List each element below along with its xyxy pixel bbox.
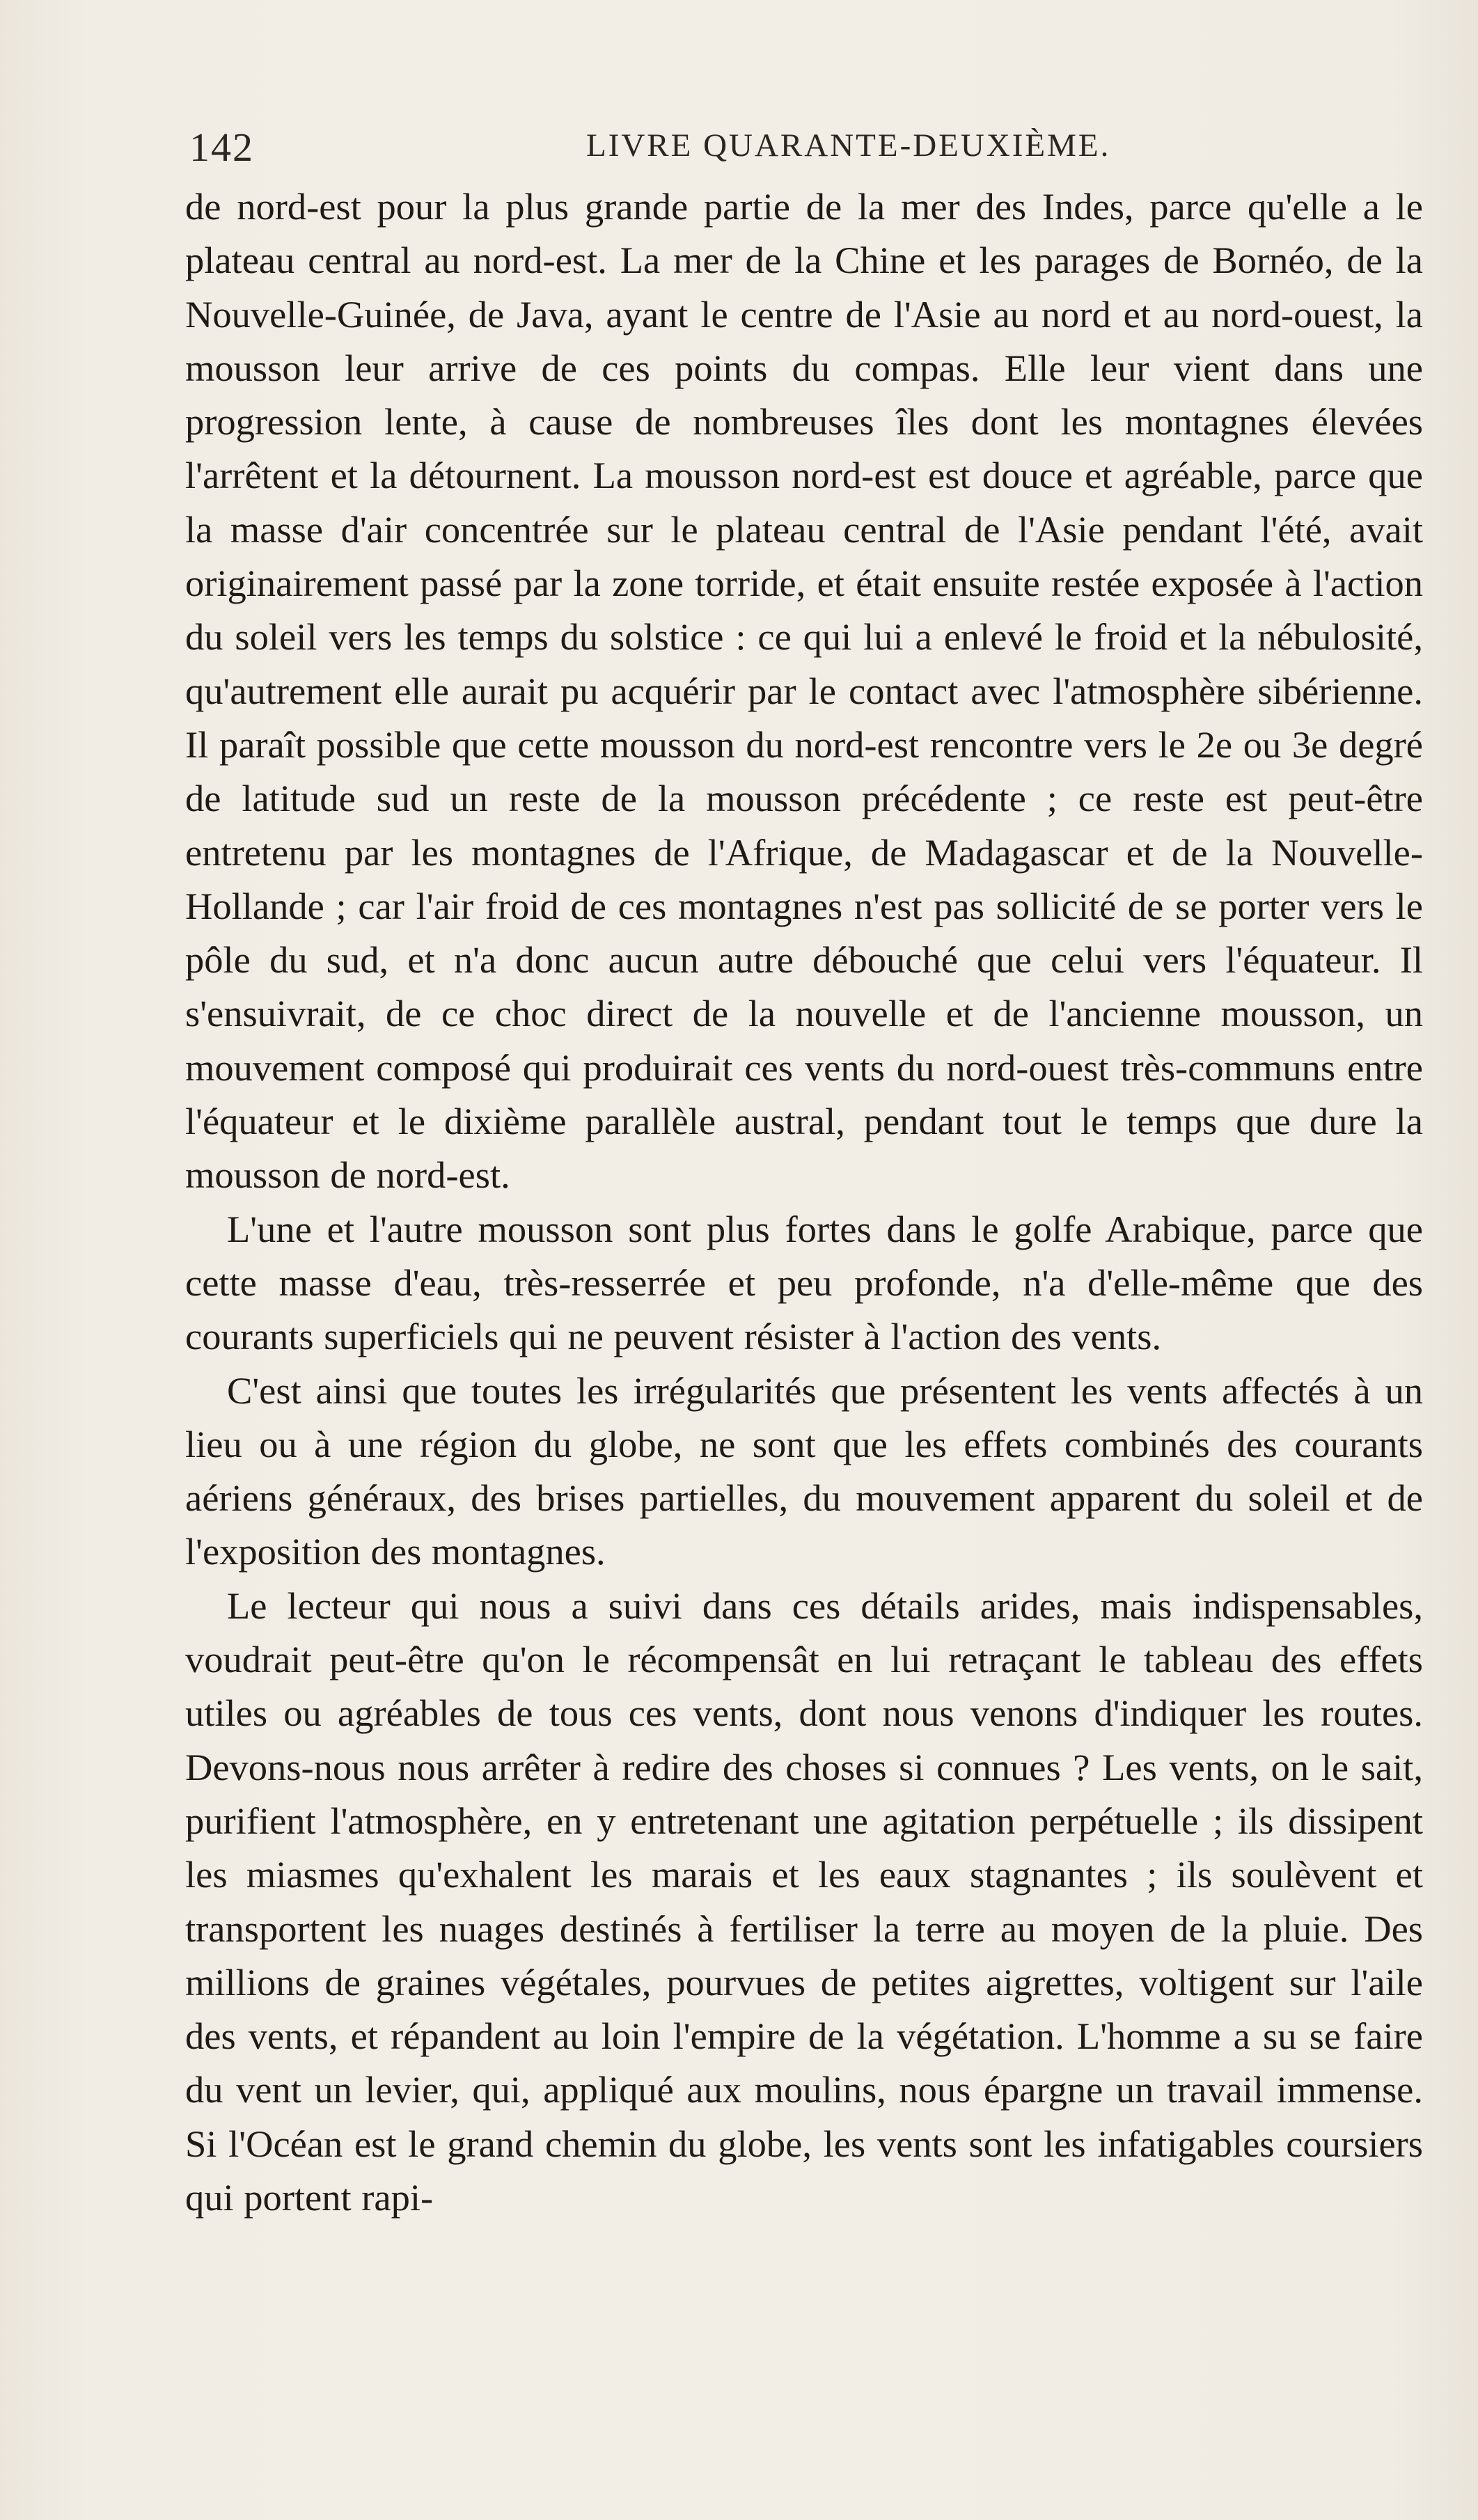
running-title: LIVRE QUARANTE-DEUXIÈME.	[586, 127, 1111, 164]
page-number: 142	[189, 125, 254, 170]
paragraph: L'une et l'autre mousson sont plus fortes dans le golfe Arabique, parce que cette masse d'eau, très-resserrée et peu profonde, n'a d'elle-même que des courants superficiels qui ne peuvent résister à l'action des vents.	[185, 1207, 1423, 1358]
body-text	[185, 180, 1423, 2224]
paragraph: C'est ainsi que toutes les irrégularités que présentent les vents affectés à un lieu ou à une région du globe, ne sont que les effets combinés des courants aériens généraux, des brises partielles, du mouvement apparent du soleil et de l'exposition des montagnes.	[185, 1369, 1423, 1573]
paragraph-continuation: de nord-est pour la plus grande partie de la mer des Indes, parce qu'elle a le plateau central au nord-est. La mer de la Chine et les parages de Bornéo, de la Nouvelle-Guinée, de Java, ayant le centre de l'Asie au nord et au nord-ouest, la mousson leur arrive de ces points du compas. Elle leur vient dans une progression lente, à cause de nombreuses îles dont les montagnes élevées l'arrêtent et la détournent. La mousson nord-est est douce et agréable, parce que la masse d'air concentrée sur le plateau central de l'Asie pendant l'été, avait originairement passé par la zone torride, et était ensuite restée exposée à l'action du soleil vers les temps du solstice : ce qui lui a enlevé le froid et la nébulosité, qu'autrement elle aurait pu acquérir par le contact avec l'atmosphère sibérienne. Il paraît possible que cette mousson du nord-est rencontre vers le 2e ou 3e degré de latitude sud un reste de la mousson précédente ; ce reste est peut-être entretenu par les montagnes de l'Afrique, de Madagascar et de la Nouvelle-Hollande ; car l'air froid de ces montagnes n'est pas sollicité de se porter vers le pôle du sud, et n'a donc aucun autre débouché que celui vers l'équateur. Il s'ensuivrait, de ce choc direct de la nouvelle et de l'ancienne mousson, un mouvement composé qui produirait ces vents du nord-ouest très-communs entre l'équateur et le dixième parallèle austral, pendant tout le temps que dure la mousson de nord-est.	[185, 185, 1423, 1197]
paragraph: Le lecteur qui nous a suivi dans ces détails arides, mais indispensables, voudrait peut-être qu'on le récompensât en lui retraçant le tableau des effets utiles ou agréables de tous ces vents, dont nous venons d'indiquer les routes. Devons-nous nous arrêter à redire des choses si connues ? Les vents, on le sait, purifient l'atmosphère, en y entretenant une agitation perpétuelle ; ils dissipent les miasmes qu'exhalent les marais et les eaux stagnantes ; ils soulèvent et transportent les nuages destinés à fertiliser la terre au moyen de la pluie. Des millions de graines végétales, pourvues de petites aigrettes, voltigent sur l'aile des vents, et répandent au loin l'empire de la végétation. L'homme a su se faire du vent un levier, qui, appliqué aux moulins, nous épargne un travail immense. Si l'Océan est le grand chemin du globe, les vents sont les infatigables coursiers qui portent rapi-	[185, 1584, 1423, 2219]
page-header	[189, 117, 1422, 173]
